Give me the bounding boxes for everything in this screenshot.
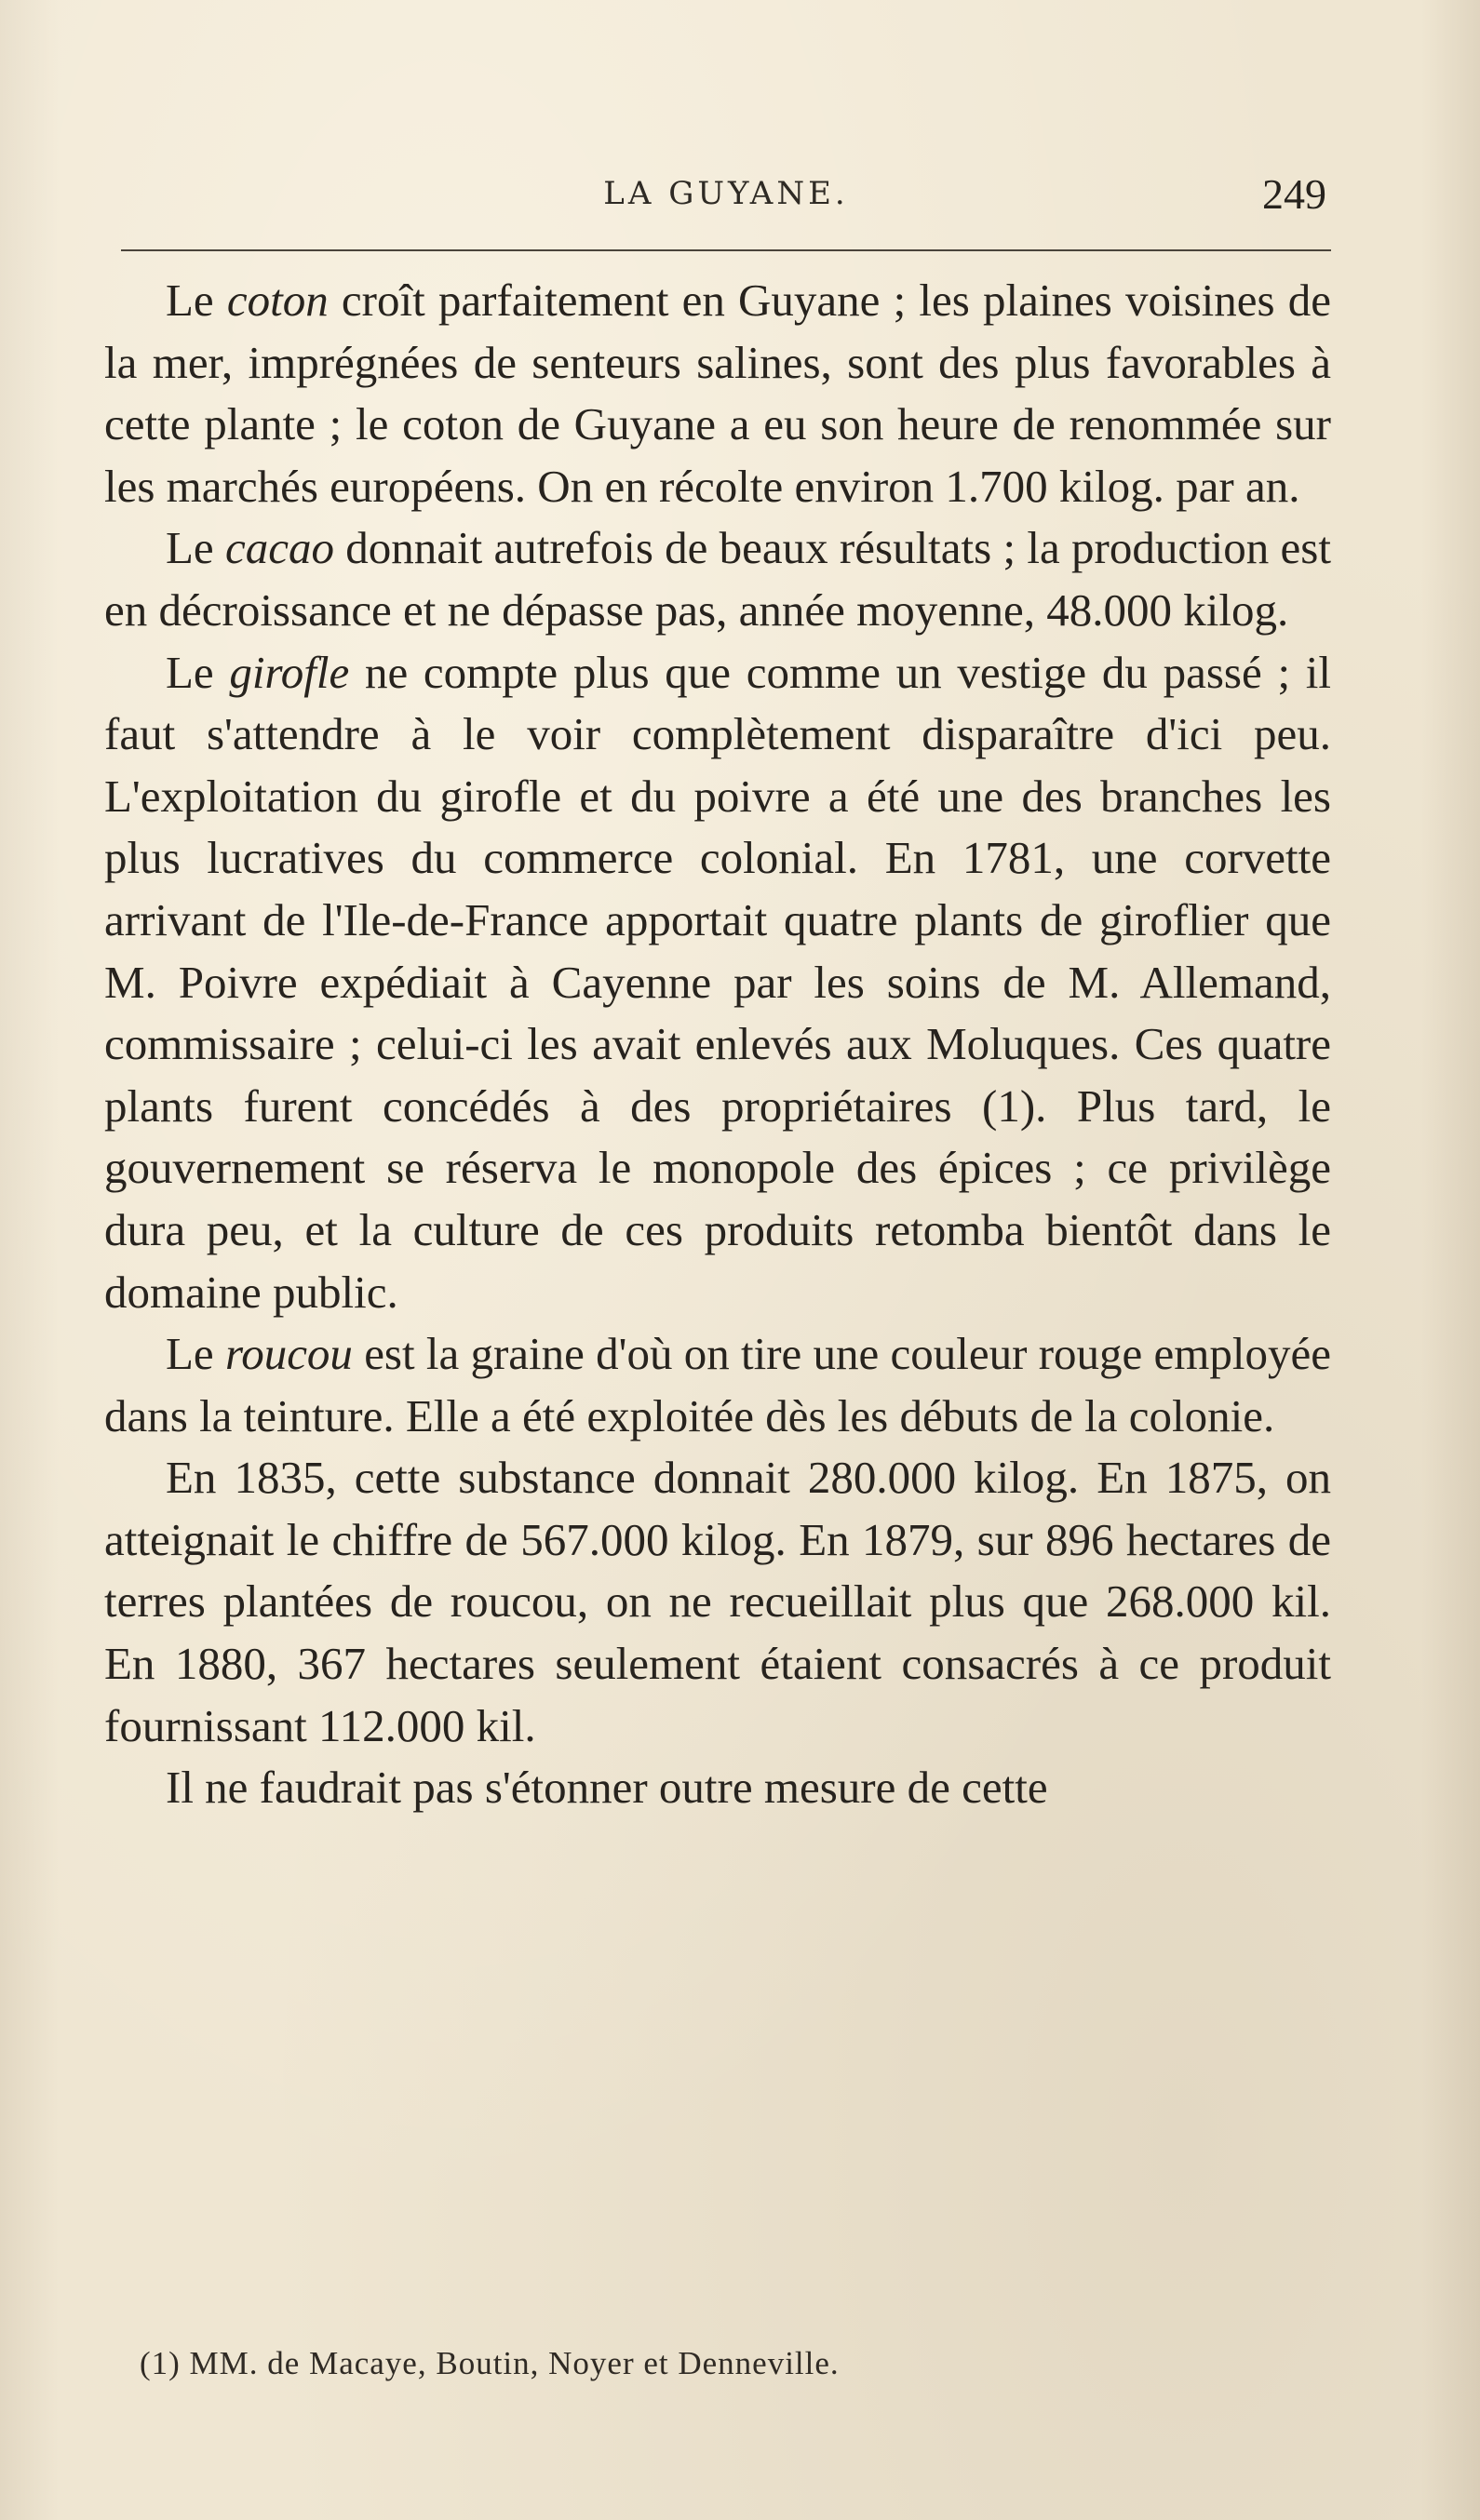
paragraph-lead: Le <box>166 522 225 574</box>
paragraph-coton <box>104 270 1331 517</box>
italic-term: roucou <box>224 1328 353 1380</box>
body-text <box>104 270 1331 1819</box>
paragraph-text: Il ne faudrait pas s'étonner outre mesure de cette <box>166 1762 1048 1814</box>
footnote: (1) MM. de Macaye, Boutin, Noyer et Denneville. <box>140 2345 840 2381</box>
paragraph-continuation <box>104 1757 1331 1819</box>
paragraph-text: donnait autrefois de beaux résultats ; la production est en décroissance et ne dépasse pas, année moyenne, 48.000 kilog. <box>104 522 1331 636</box>
running-title: LA GUYANE. <box>603 175 849 212</box>
paragraph-lead: Le <box>166 646 230 698</box>
paragraph-lead: Le <box>166 1328 225 1380</box>
paragraph-lead: Le <box>166 275 227 326</box>
paragraph-text: croît parfaitement en Guyane ; les plaines voisines de la mer, imprégnées de senteurs salines, sont des plus favorables à cette plante ; le coton de Guyane a eu son heure de renommée sur les marchés européens. On en récolte environ 1.700 kilog. par an. <box>104 275 1331 512</box>
paragraph-cacao <box>104 517 1331 641</box>
italic-term: coton <box>226 275 329 326</box>
paragraph-text: En 1835, cette substance donnait 280.000 kilog. En 1875, on atteignait le chiffre de 567.000 kilog. En 1879, sur 896 hectares de terres plantées de roucou, on ne recueillait plus que 268.000 kil. En 1880, 367 hectares seulement étaient consacrés à ce produit fournissant 112.000 kil. <box>104 1452 1331 1751</box>
paragraph-text: ne compte plus que comme un vestige du passé ; il faut s'attendre à le voir complètement disparaître d'ici peu. L'exploitation du girofle et du poivre a été une des branches les plus lucratives du commerce colonial. En 1781, une corvette arrivant de l'Ile-de-France apportait quatre plants de giroflier que M. Poivre expédiait à Cayenne par les soins de M. Allemand, commissaire ; celui-ci les avait enlevés aux Moluques. Ces quatre plants furent concédés à des propriétaires (1). Plus tard, le gouvernement se réserva le monopole des épices ; ce privilège dura peu, et la culture de ces produits retomba bientôt dans le domaine public. <box>104 646 1331 1318</box>
italic-term: cacao <box>224 522 334 574</box>
paragraph-text: est la graine d'où on tire une couleur rouge employée dans la teinture. Elle a été exploitée dès les débuts de la colonie. <box>104 1328 1331 1441</box>
italic-term: girofle <box>229 646 350 698</box>
header-rule <box>121 249 1331 251</box>
paragraph-girofle <box>104 642 1331 1324</box>
paragraph-roucou <box>104 1323 1331 1447</box>
page-number: 249 <box>1262 170 1326 218</box>
page-header <box>107 166 1326 231</box>
paragraph-production-figures <box>104 1447 1331 1757</box>
